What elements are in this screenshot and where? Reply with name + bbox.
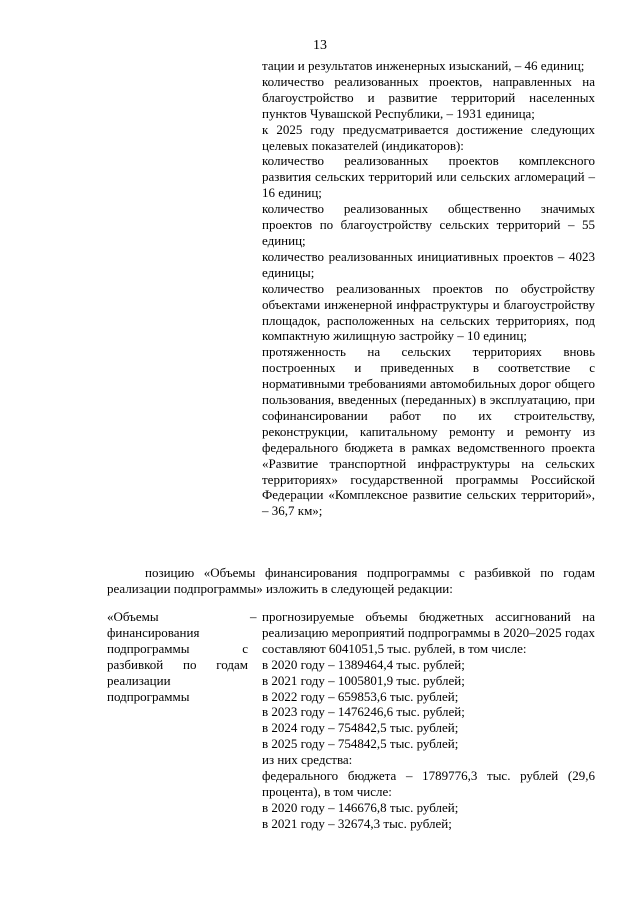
paragraph: протяженность на сельских территориях вновь построенных и приведенных в соответствие с нормативными требованиями автомобильных дорог общего пользования, введенных (переданных) в эксплуатацию, при софинансировании работ по их строительству, реконструкции, капитальному ремонту и ремонту из федерального бюджета в рамках ведомственного проекта «Развитие транспортной инфраструктуры на сельских территориях» государственной программы Российской Федерации «Комплексное развитие сельских территорий», – 36,7 км»; xyxy=(262,344,595,519)
year-amount-line: в 2021 году – 1005801,9 тыс. рублей; xyxy=(262,672,465,688)
paragraph: к 2025 году предусматривается достижение следующих целевых показателей (индикаторов): xyxy=(262,121,595,153)
paragraph: тации и результатов инженерных изысканий, – 46 единиц; xyxy=(262,58,585,73)
paragraph: прогнозируемые объемы бюджетных ассигнований на реализацию мероприятий подпрограммы в 2020–2025 годах составляют 6041051,5 тыс. рублей, в том числе: xyxy=(262,609,595,656)
year-amount-line: в 2023 году – 1476246,6 тыс. рублей; xyxy=(262,704,465,720)
paragraph: количество реализованных проектов комплексного развития сельских территорий или сельских агломераций – 16 единиц; xyxy=(262,153,595,201)
year-amount-line: в 2021 году – 32674,3 тыс. рублей; xyxy=(262,815,452,831)
paragraph: количество реализованных инициативных проектов – 4023 единицы; xyxy=(262,248,595,280)
year-amount-line: в 2022 году – 659853,6 тыс. рублей; xyxy=(262,688,459,704)
paragraph: из них средства: xyxy=(262,752,353,768)
financing-label: «Объемы финансирования подпрограммы с разбивкой по годам реализации подпрограммы xyxy=(107,609,248,704)
year-amount-line: в 2025 году – 754842,5 тыс. рублей; xyxy=(262,736,459,752)
financing-text-block xyxy=(262,609,595,832)
paragraph: количество реализованных проектов, направленных на благоустройство и развитие территорий населенных пунктов Чувашской Республики, – 1931 единица; xyxy=(262,73,595,121)
year-amount-line: в 2024 году – 754842,5 тыс. рублей; xyxy=(262,720,459,736)
year-amount-line: в 2020 году – 1389464,4 тыс. рублей; xyxy=(262,656,465,672)
paragraph: количество реализованных общественно значимых проектов по благоустройству сельских территорий – 55 единиц; xyxy=(262,201,595,248)
page-number: 13 xyxy=(313,38,327,53)
paragraph: количество реализованных проектов по обустройству объектами инженерной инфраструктуры и благоустройству площадок, расположенных на сельских территориях, под компактную жилищную застройку – 10 единиц; xyxy=(262,280,595,344)
paragraph: федерального бюджета – 1789776,3 тыс. рублей (29,6 процента), в том числе: xyxy=(262,768,595,799)
year-amount-line: в 2020 году – 146676,8 тыс. рублей; xyxy=(262,799,459,815)
dash-separator: – xyxy=(250,609,257,624)
indicators-text-block xyxy=(262,58,595,519)
intro-paragraph: позицию «Объемы финансирования подпрограммы с разбивкой по годам реализации подпрограммы» изложить в следующей редакции: xyxy=(107,565,595,596)
